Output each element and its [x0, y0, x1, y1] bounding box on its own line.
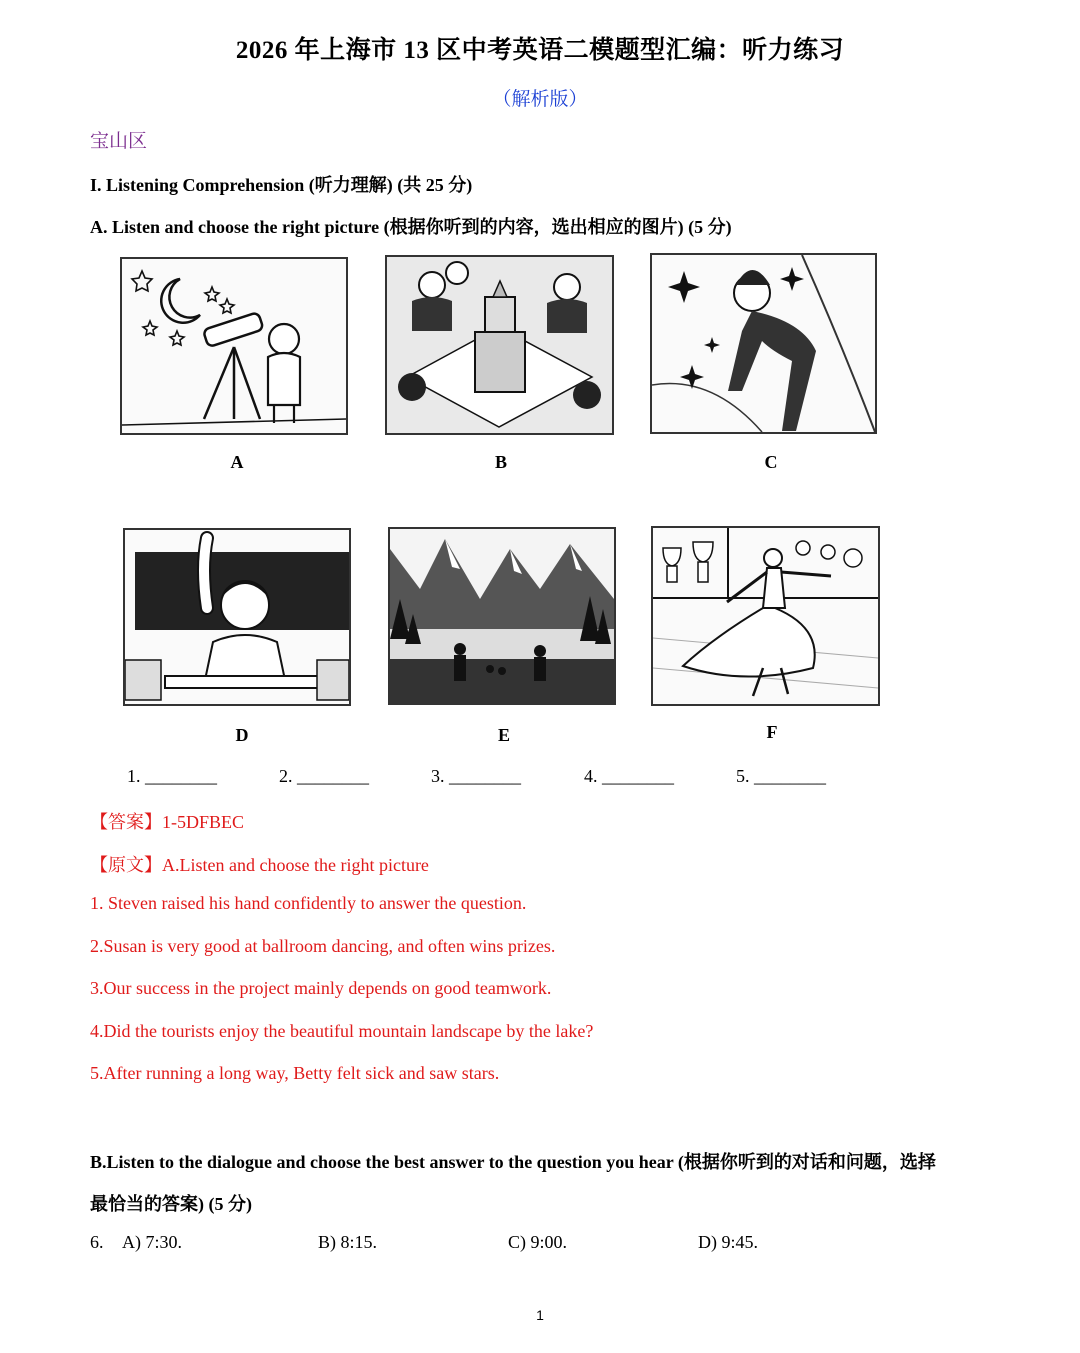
picture-d	[123, 528, 351, 706]
answer-blank-1[interactable]: 1. ________	[127, 766, 217, 786]
question-6-option-b[interactable]: B) 8:15.	[318, 1232, 378, 1252]
transcript-line-5: 5.After running a long way, Betty felt sick and saw stars.	[90, 1063, 500, 1083]
picture-f	[651, 526, 880, 706]
part-a-heading: A. Listen and choose the right picture (根据你听到的内容，选出相应的图片) (5 分)	[90, 217, 732, 237]
part-b-heading-line2: 最恰当的答案) (5 分)	[90, 1194, 252, 1214]
answer-blank-2[interactable]: 2. ________	[279, 766, 369, 786]
transcript-line-2: 2.Susan is very good at ballroom dancing, and often wins prizes.	[90, 936, 556, 956]
picture-a	[120, 257, 348, 435]
part-b-heading-line1: B.Listen to the dialogue and choose the best answer to the question you hear (根据你听到的对话和问题，选择	[90, 1152, 936, 1172]
ballroom-dancer-trophies-icon	[653, 528, 878, 704]
mountain-lake-tourists-icon	[390, 529, 614, 703]
telescope-stargazing-icon	[122, 259, 346, 433]
answer-key: 【答案】1-5DFBEC	[90, 812, 245, 832]
student-raising-hand-icon	[125, 530, 349, 704]
section-i-heading: I. Listening Comprehension (听力理解) (共 25 分)	[90, 175, 473, 195]
picture-e-label: E	[497, 725, 510, 745]
page-title: 2026 年上海市 13 区中考英语二模题型汇编：听力练习	[235, 37, 845, 64]
question-6-option-c[interactable]: C) 9:00.	[508, 1232, 568, 1252]
picture-b	[385, 255, 614, 435]
question-6-option-d[interactable]: D) 9:45.	[698, 1232, 758, 1252]
district-label: 宝山区	[90, 131, 148, 152]
picture-c-label: C	[764, 452, 778, 472]
tired-runner-seeing-stars-icon	[652, 255, 875, 432]
picture-d-label: D	[235, 725, 249, 745]
transcript-line-4: 4.Did the tourists enjoy the beautiful mountain landscape by the lake?	[90, 1021, 594, 1041]
picture-f-label: F	[766, 722, 778, 742]
transcript-line-3: 3.Our success in the project mainly depends on good teamwork.	[90, 978, 552, 998]
picture-c	[650, 253, 877, 434]
picture-a-label: A	[230, 452, 244, 472]
answer-blank-4[interactable]: 4. ________	[584, 766, 674, 786]
question-6-option-a[interactable]: A) 7:30.	[122, 1232, 182, 1252]
answer-blank-3[interactable]: 3. ________	[431, 766, 521, 786]
answer-blank-5[interactable]: 5. ________	[736, 766, 826, 786]
picture-b-label: B	[494, 452, 507, 472]
page-subtitle: （解析版）	[492, 89, 588, 110]
page-number: 1	[536, 1307, 544, 1323]
transcript-title: 【原文】A.Listen and choose the right picture	[90, 855, 429, 875]
transcript-line-1: 1. Steven raised his hand confidently to answer the question.	[90, 893, 527, 913]
teamwork-model-building-icon	[387, 257, 612, 433]
picture-e	[388, 527, 616, 705]
question-6-number: 6.	[90, 1232, 104, 1252]
